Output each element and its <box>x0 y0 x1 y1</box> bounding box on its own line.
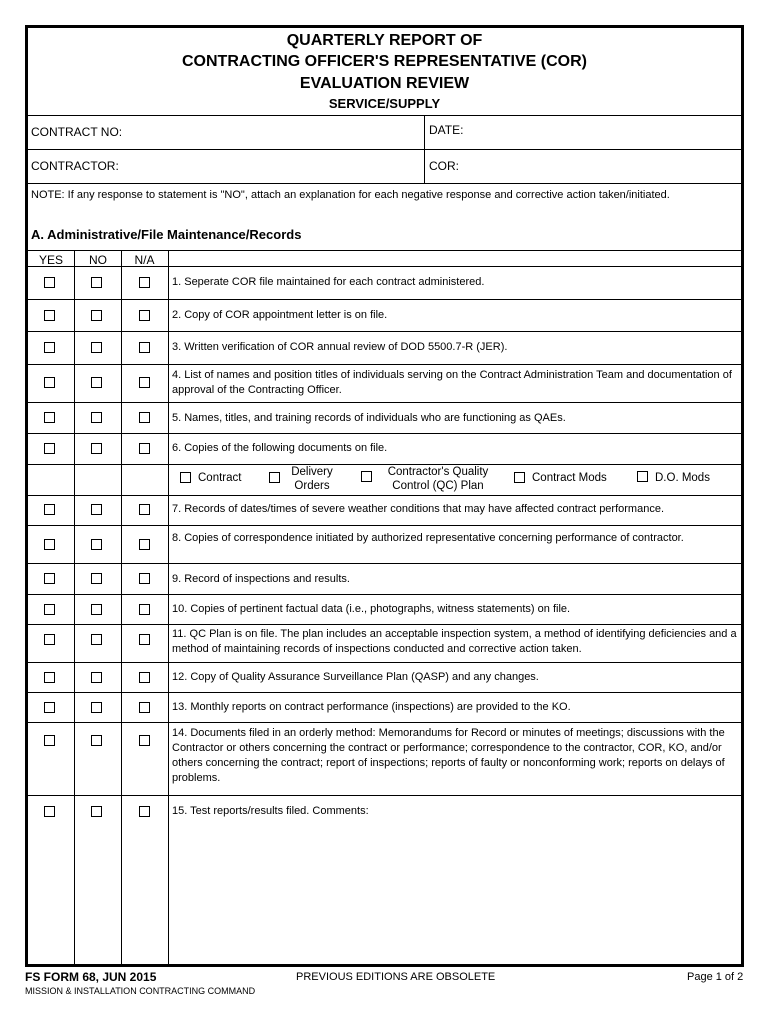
item-4-no-checkbox[interactable] <box>91 377 102 388</box>
comments-area[interactable] <box>172 820 737 960</box>
doc-qc-plan-checkbox[interactable] <box>361 471 372 482</box>
item-15-no-checkbox[interactable] <box>91 806 102 817</box>
item-3-statement: 3. Written verification of COR annual review of DOD 5500.7-R (JER). <box>172 341 508 353</box>
item-15-statement: 15. Test reports/results filed. Comments: <box>172 805 369 817</box>
item-6-yes-checkbox[interactable] <box>44 443 55 454</box>
item-6-statement: 6. Copies of the following documents on file. <box>172 442 388 454</box>
doc-do-mods-label: D.O. Mods <box>655 472 710 484</box>
row-divider <box>28 402 741 403</box>
item-14-statement: 14. Documents filed in an orderly method: Memorandums for Record or minutes of meetings; discussions with the Contractor or others concerning the contract or performance; correspondence to the contractor, COR, KO, and/or others concerning the contract; report of inspections; reports of faulty or nonconforming work; reports on delays of problems. <box>172 727 725 784</box>
item-9-na-checkbox[interactable] <box>139 573 150 584</box>
item-12-statement: 12. Copy of Quality Assurance Surveillance Plan (QASP) and any changes. <box>172 671 539 683</box>
row-divider <box>28 692 741 693</box>
item-7-no-checkbox[interactable] <box>91 504 102 515</box>
row-divider <box>28 495 741 496</box>
row-divider <box>28 795 741 796</box>
item-1-na-checkbox[interactable] <box>139 277 150 288</box>
item-2-statement: 2. Copy of COR appointment letter is on file. <box>172 309 388 321</box>
contract-no-field[interactable]: CONTRACT NO: <box>31 125 123 139</box>
item-2-no-checkbox[interactable] <box>91 310 102 321</box>
page-number: Page 1 of 2 <box>687 971 744 983</box>
item-9-yes-checkbox[interactable] <box>44 573 55 584</box>
item-10-statement: 10. Copies of pertinent factual data (i.e., photographs, witness statements) on file. <box>172 603 571 615</box>
row-divider <box>28 299 741 300</box>
item-11-yes-checkbox[interactable] <box>44 634 55 645</box>
row-divider <box>28 594 741 595</box>
item-14-na-checkbox[interactable] <box>139 735 150 746</box>
item-11-statement: 11. QC Plan is on file. The plan includes an acceptable inspection system, a method of identifying deficiencies and a method of maintaining records of inspections conducted and corrective action taken. <box>172 628 737 655</box>
item-8-na-checkbox[interactable] <box>139 539 150 550</box>
item-5-na-checkbox[interactable] <box>139 412 150 423</box>
column-header-na: N/A <box>134 253 155 267</box>
column-divider <box>74 250 75 967</box>
doc-delivery-orders-line-2: Orders <box>294 480 330 492</box>
date-field[interactable]: DATE: <box>429 123 464 137</box>
doc-qc-plan-line-2: Control (QC) Plan <box>392 480 484 492</box>
doc-contract-label: Contract <box>198 472 242 484</box>
item-8-no-checkbox[interactable] <box>91 539 102 550</box>
doc-delivery-orders-label <box>286 465 338 493</box>
form-subtitle: SERVICE/SUPPLY <box>328 96 441 111</box>
item-11-na-checkbox[interactable] <box>139 634 150 645</box>
row-divider <box>28 563 741 564</box>
item-7-na-checkbox[interactable] <box>139 504 150 515</box>
item-8-statement: 8. Copies of correspondence initiated by authorized representative concerning performance of contractor. <box>172 532 684 544</box>
item-7-yes-checkbox[interactable] <box>44 504 55 515</box>
item-14-no-checkbox[interactable] <box>91 735 102 746</box>
doc-delivery-orders-checkbox[interactable] <box>269 472 280 483</box>
item-7-statement: 7. Records of dates/times of severe weather conditions that may have affected contract performance. <box>172 503 664 515</box>
cor-evaluation-form <box>25 25 744 967</box>
column-divider <box>168 250 169 967</box>
form-title-line-1: QUARTERLY REPORT OF <box>286 32 483 49</box>
row-divider <box>28 331 741 332</box>
doc-delivery-orders-line-1: Delivery <box>291 466 333 478</box>
form-title-line-2: CONTRACTING OFFICER'S REPRESENTATIVE (COR) <box>182 53 587 70</box>
form-number: FS FORM 68, JUN 2015 <box>25 970 157 984</box>
item-1-statement: 1. Seperate COR file maintained for each contract administered. <box>172 276 485 288</box>
item-9-no-checkbox[interactable] <box>91 573 102 584</box>
item-12-yes-checkbox[interactable] <box>44 672 55 683</box>
doc-qc-plan-label <box>376 465 500 493</box>
item-3-no-checkbox[interactable] <box>91 342 102 353</box>
row-divider <box>28 433 741 434</box>
item-10-yes-checkbox[interactable] <box>44 604 55 615</box>
divider <box>28 115 741 116</box>
column-header-no: NO <box>89 253 107 267</box>
item-6-no-checkbox[interactable] <box>91 443 102 454</box>
item-15-yes-checkbox[interactable] <box>44 806 55 817</box>
item-4-yes-checkbox[interactable] <box>44 377 55 388</box>
doc-contract-mods-label: Contract Mods <box>532 472 607 484</box>
item-12-no-checkbox[interactable] <box>91 672 102 683</box>
item-13-na-checkbox[interactable] <box>139 702 150 713</box>
form-title-line-3: EVALUATION REVIEW <box>299 75 470 92</box>
note-text: NOTE: If any response to statement is "NO", attach an explanation for each negative response and corrective action taken/initiated. <box>31 189 670 201</box>
column-header-yes: YES <box>38 253 63 267</box>
item-4-statement: 4. List of names and position titles of individuals serving on the Contract Administration Team and documentation of approval of the Contracting Officer. <box>172 369 732 396</box>
item-2-na-checkbox[interactable] <box>139 310 150 321</box>
item-10-no-checkbox[interactable] <box>91 604 102 615</box>
item-6-na-checkbox[interactable] <box>139 443 150 454</box>
contractor-field[interactable]: CONTRACTOR: <box>31 159 119 173</box>
row-divider <box>28 364 741 365</box>
item-1-yes-checkbox[interactable] <box>44 277 55 288</box>
item-15-na-checkbox[interactable] <box>139 806 150 817</box>
item-1-no-checkbox[interactable] <box>91 277 102 288</box>
doc-qc-plan-line-1: Contractor's Quality <box>387 466 489 478</box>
item-10-na-checkbox[interactable] <box>139 604 150 615</box>
cor-field[interactable]: COR: <box>429 159 459 173</box>
row-divider <box>28 722 741 723</box>
obsolete-notice: PREVIOUS EDITIONS ARE OBSOLETE <box>296 971 496 983</box>
row-divider <box>28 624 741 625</box>
item-13-statement: 13. Monthly reports on contract performance (inspections) are provided to the KO. <box>172 701 571 713</box>
item-13-no-checkbox[interactable] <box>91 702 102 713</box>
divider <box>28 149 741 150</box>
item-8-yes-checkbox[interactable] <box>44 539 55 550</box>
item-14-yes-checkbox[interactable] <box>44 735 55 746</box>
item-12-na-checkbox[interactable] <box>139 672 150 683</box>
row-divider <box>28 662 741 663</box>
item-4-na-checkbox[interactable] <box>139 377 150 388</box>
item-11-no-checkbox[interactable] <box>91 634 102 645</box>
item-13-yes-checkbox[interactable] <box>44 702 55 713</box>
item-5-statement: 5. Names, titles, and training records of individuals who are functioning as QAEs. <box>172 412 566 424</box>
item-3-yes-checkbox[interactable] <box>44 342 55 353</box>
doc-do-mods-checkbox[interactable] <box>637 471 648 482</box>
row-divider <box>28 525 741 526</box>
command-name: MISSION & INSTALLATION CONTRACTING COMMAND <box>25 986 256 996</box>
divider <box>28 183 741 184</box>
doc-contract-mods-checkbox[interactable] <box>514 472 525 483</box>
item-9-statement: 9. Record of inspections and results. <box>172 573 350 585</box>
item-2-yes-checkbox[interactable] <box>44 310 55 321</box>
column-divider <box>121 250 122 967</box>
doc-contract-checkbox[interactable] <box>180 472 191 483</box>
divider <box>424 115 425 183</box>
item-3-na-checkbox[interactable] <box>139 342 150 353</box>
item-5-no-checkbox[interactable] <box>91 412 102 423</box>
section-a-heading: A. Administrative/File Maintenance/Records <box>31 227 302 242</box>
item-5-yes-checkbox[interactable] <box>44 412 55 423</box>
divider <box>28 250 741 251</box>
